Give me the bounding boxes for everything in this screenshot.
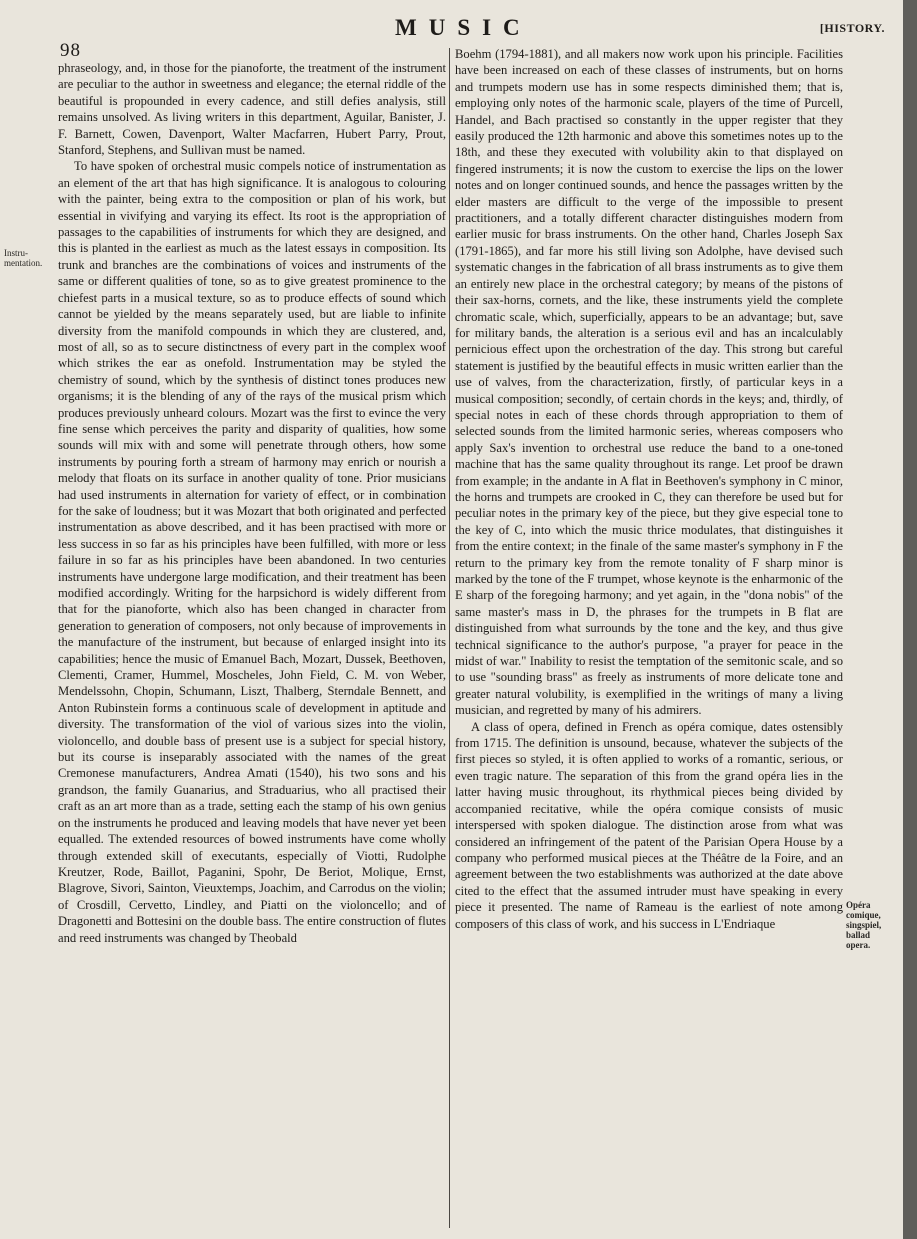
paragraph: Boehm (1794-1881), and all makers now work upon his principle. Facilities have been increased on each of these classes of instruments, but on horns and trumpets modern use has in some respects diminished them; that is, employing only notes of the harmonic scale, players of the time of Purcell, Handel, and Bach practised so constantly in the upper register that they easily produced the 12th harmonic and above this sometimes notes up to the 18th, and these they executed with volubility akin to that displayed on fingered instruments; it is now the custom to exercise the lips on the lower notes and on longer continued sounds, and hence the passages written by the elder masters are difficult to the verge of the impossible to present practitioners, and a totally different character distinguishes modern from earlier music for brass instruments. On the other hand, Charles Joseph Sax (1791-1865), and far more his still living son Adolphe, have devised such systematic changes in the fabrication of all brass instruments as to give them an entirely new place in the orchestral category; by means of the pistons of their sax-horns, cornets, and the like, these instruments yield the complete chromatic scale, which, superficially, appears to be an advantage; but, save for military bands, the alteration is a serious evil and has an incalculably pernicious effect upon the orchestration of the day. This strong but careful statement is justified by the beautiful effects in music written earlier than the use of valves, from the characterization, firstly, of particular keys in a musical composition; secondly, of certain chords in the keys; and, thirdly, of special notes in each of these chords through appropriation to them of selected sounds from the limited harmonic series, whereas composers who apply Sax's invention to orchestral use reduce the band to a one-toned machine that has the same quality throughout its range. Let proof be drawn from example; in the andante in A flat in Beethoven's symphony in C minor, the horns and trumpets are crooked in C, they can therefore be used but for peculiar notes in the primary key of the piece, but they give especial tone to the key of C, into which the music thrice modulates, that distinguishes it from the entire context; in the finale of the same master's symphony in F the return to the primary key from the remote tonality of F sharp minor is marked by the tone of the F trumpet, whose keynote is the enharmonic of the E sharp of the foregoing harmony; and yet again, in the "dona nobis" of the same master's mass in D, the phrases for the trumpets in B flat are distinguished from what surrounds by the tone and the key, and thus give technical significance to the author's purpose, "a prayer for peace in the midst of war." Inability to resist the temptation of the semitonic scale, and so to use "sounding brass" as freely as instruments of more delicate tone and greater natural volubility, is exemplified in the writings of many a living musician, and regretted by many of his admirers. bbox=[455, 47, 843, 718]
left-column bbox=[58, 60, 446, 946]
margin-note-opera-comique: Opéra comique, singspiel, ballad opera. bbox=[846, 900, 882, 950]
paragraph: phraseology, and, in those for the pianoforte, the treatment of the instrument are peculiar to the author in sweetness and elegance; the eternal riddle of the beautiful is propounded in every cadence, and still defies analysis, still remains unsolved. As living writers in this department, Aguilar, Banister, J. F. Barnett, Cowen, Davenport, Walter Macfarren, Hubert Parry, Prout, Stanford, Stephens, and Sullivan must be named. bbox=[58, 61, 446, 158]
page-edge-shadow bbox=[903, 0, 917, 1239]
paragraph: A class of opera, defined in French as opéra comique, dates ostensibly from 1715. The definition is unsound, because, whatever the subjects of the first pieces so styled, it is often applied to works of a romantic, serious, or even tragic nature. The separation of this from the grand opéra lies in the latter having music throughout, its rhythmical pieces being divided by accompanied recitative, while the opéra comique consists of music interspersed with spoken dialogue. The distinction arose from what was considered an infringement of the patent of the Parisian Opera House by a company who performed musical pieces at the Théâtre de la Foire, and an agreement between the two establishments was authorized at the date above cited to the effect that the assumed intruder must have speaking in every piece it presented. The name of Rameau is the earliest of note among composers of this class of work, and his success in L'Endriaque bbox=[455, 719, 843, 931]
page-number: 98 bbox=[60, 40, 81, 61]
right-column bbox=[455, 46, 843, 932]
section-label: [HISTORY. bbox=[819, 21, 885, 35]
running-head: MUSIC bbox=[395, 15, 532, 40]
column-divider bbox=[449, 48, 450, 1228]
margin-note-instrumentation: Instru-mentation. bbox=[4, 248, 43, 268]
paragraph: To have spoken of orchestral music compels notice of instrumentation as an element of the art that has high significance. It is analogous to colouring with the painter, being extra to the composition or plan of his work, but essential in vivifying and varying its effect. Its root is the appropriation of passages to the capabilities of instruments for which they are designed, and this is planted in the earliest as much as the latest essays in composition. Its trunk and branches are the combinations of voices and instruments of the same or different qualities of tone, so as to give greatest prominence to the chiefest parts in a musical texture, so as to produce effects of sound which cannot be yielded by the means separately used, but are liable to infinite diversity from the manifold compounds in which they are clustered, and, most of all, so as to secure distinctness of every part in the complex woof which strikes the ear as onefold. Instrumentation may be styled the chemistry of sound, which by the synthesis of distinct tones produces new organisms; it is the blending of any of the rays of the musical prism which produces previously unheard colours. Mozart was the first to evince the very fine sense which perceives the parity and disparity of qualities, how some sounds will mix with and some will penetrate through others, how some instruments by pouring forth a stream of harmony may enrich or nourish a melody that floats on its surface in another quality of tone. Prior musicians had used instruments in alternation for variety of effect, or in combination for the sake of loudness; but it was Mozart that both originated and perfected instrumentation as above described, and it has been practised with more or less success in so far as his principles have been fulfilled, with more or less failure in so far as his principles have been abandoned. In two centuries instruments have undergone large modification, and their treatment has been modified accordingly. Writing for the harpsichord is widely different from that for the pianoforte, which also has been changed in character from generation to generation of composers, not only because of improvements in the manufacture of the instrument, but because of enlarged insight into its capabilities; hence the music of Emanuel Bach, Mozart, Dussek, Beethoven, Clementi, Cramer, Hummel, Moscheles, John Field, C. M. von Weber, Mendelssohn, Chopin, Schumann, Liszt, Thalberg, Sterndale Bennett, and Anton Rubinstein forms a continuous scale of development in aptitude and diversity. The transformation of the viol of various sizes into the violin, violoncello, and double bass of present use is a subject for special history, but its course is inseparably associated with the names of the great Cremonese manufacturers, Andrea Amati (1540), his two sons and his grandson, the family Guanarius, and Straduarius, who all practised their craft as an art more than as a trade, setting each the stamp of his own genius on the instruments he produced and leaving models that have never yet been equalled. The extended resources of bowed instruments have come wholly through extended skill of executants, especially of Viotti, Rudolphe Kreutzer, Rode, Baillot, Paganini, Spohr, De Beriot, Molique, Ernst, Blagrove, Sivori, Sainton, Vieuxtemps, Joachim, and Carrodus on the violin; of Crosdill, Cervetto, Lindley, and Piatti on the violoncello; and of Dragonetti and Bottesini on the double bass. The entire construction of flutes and reed instruments was changed by Theobald bbox=[58, 159, 446, 945]
